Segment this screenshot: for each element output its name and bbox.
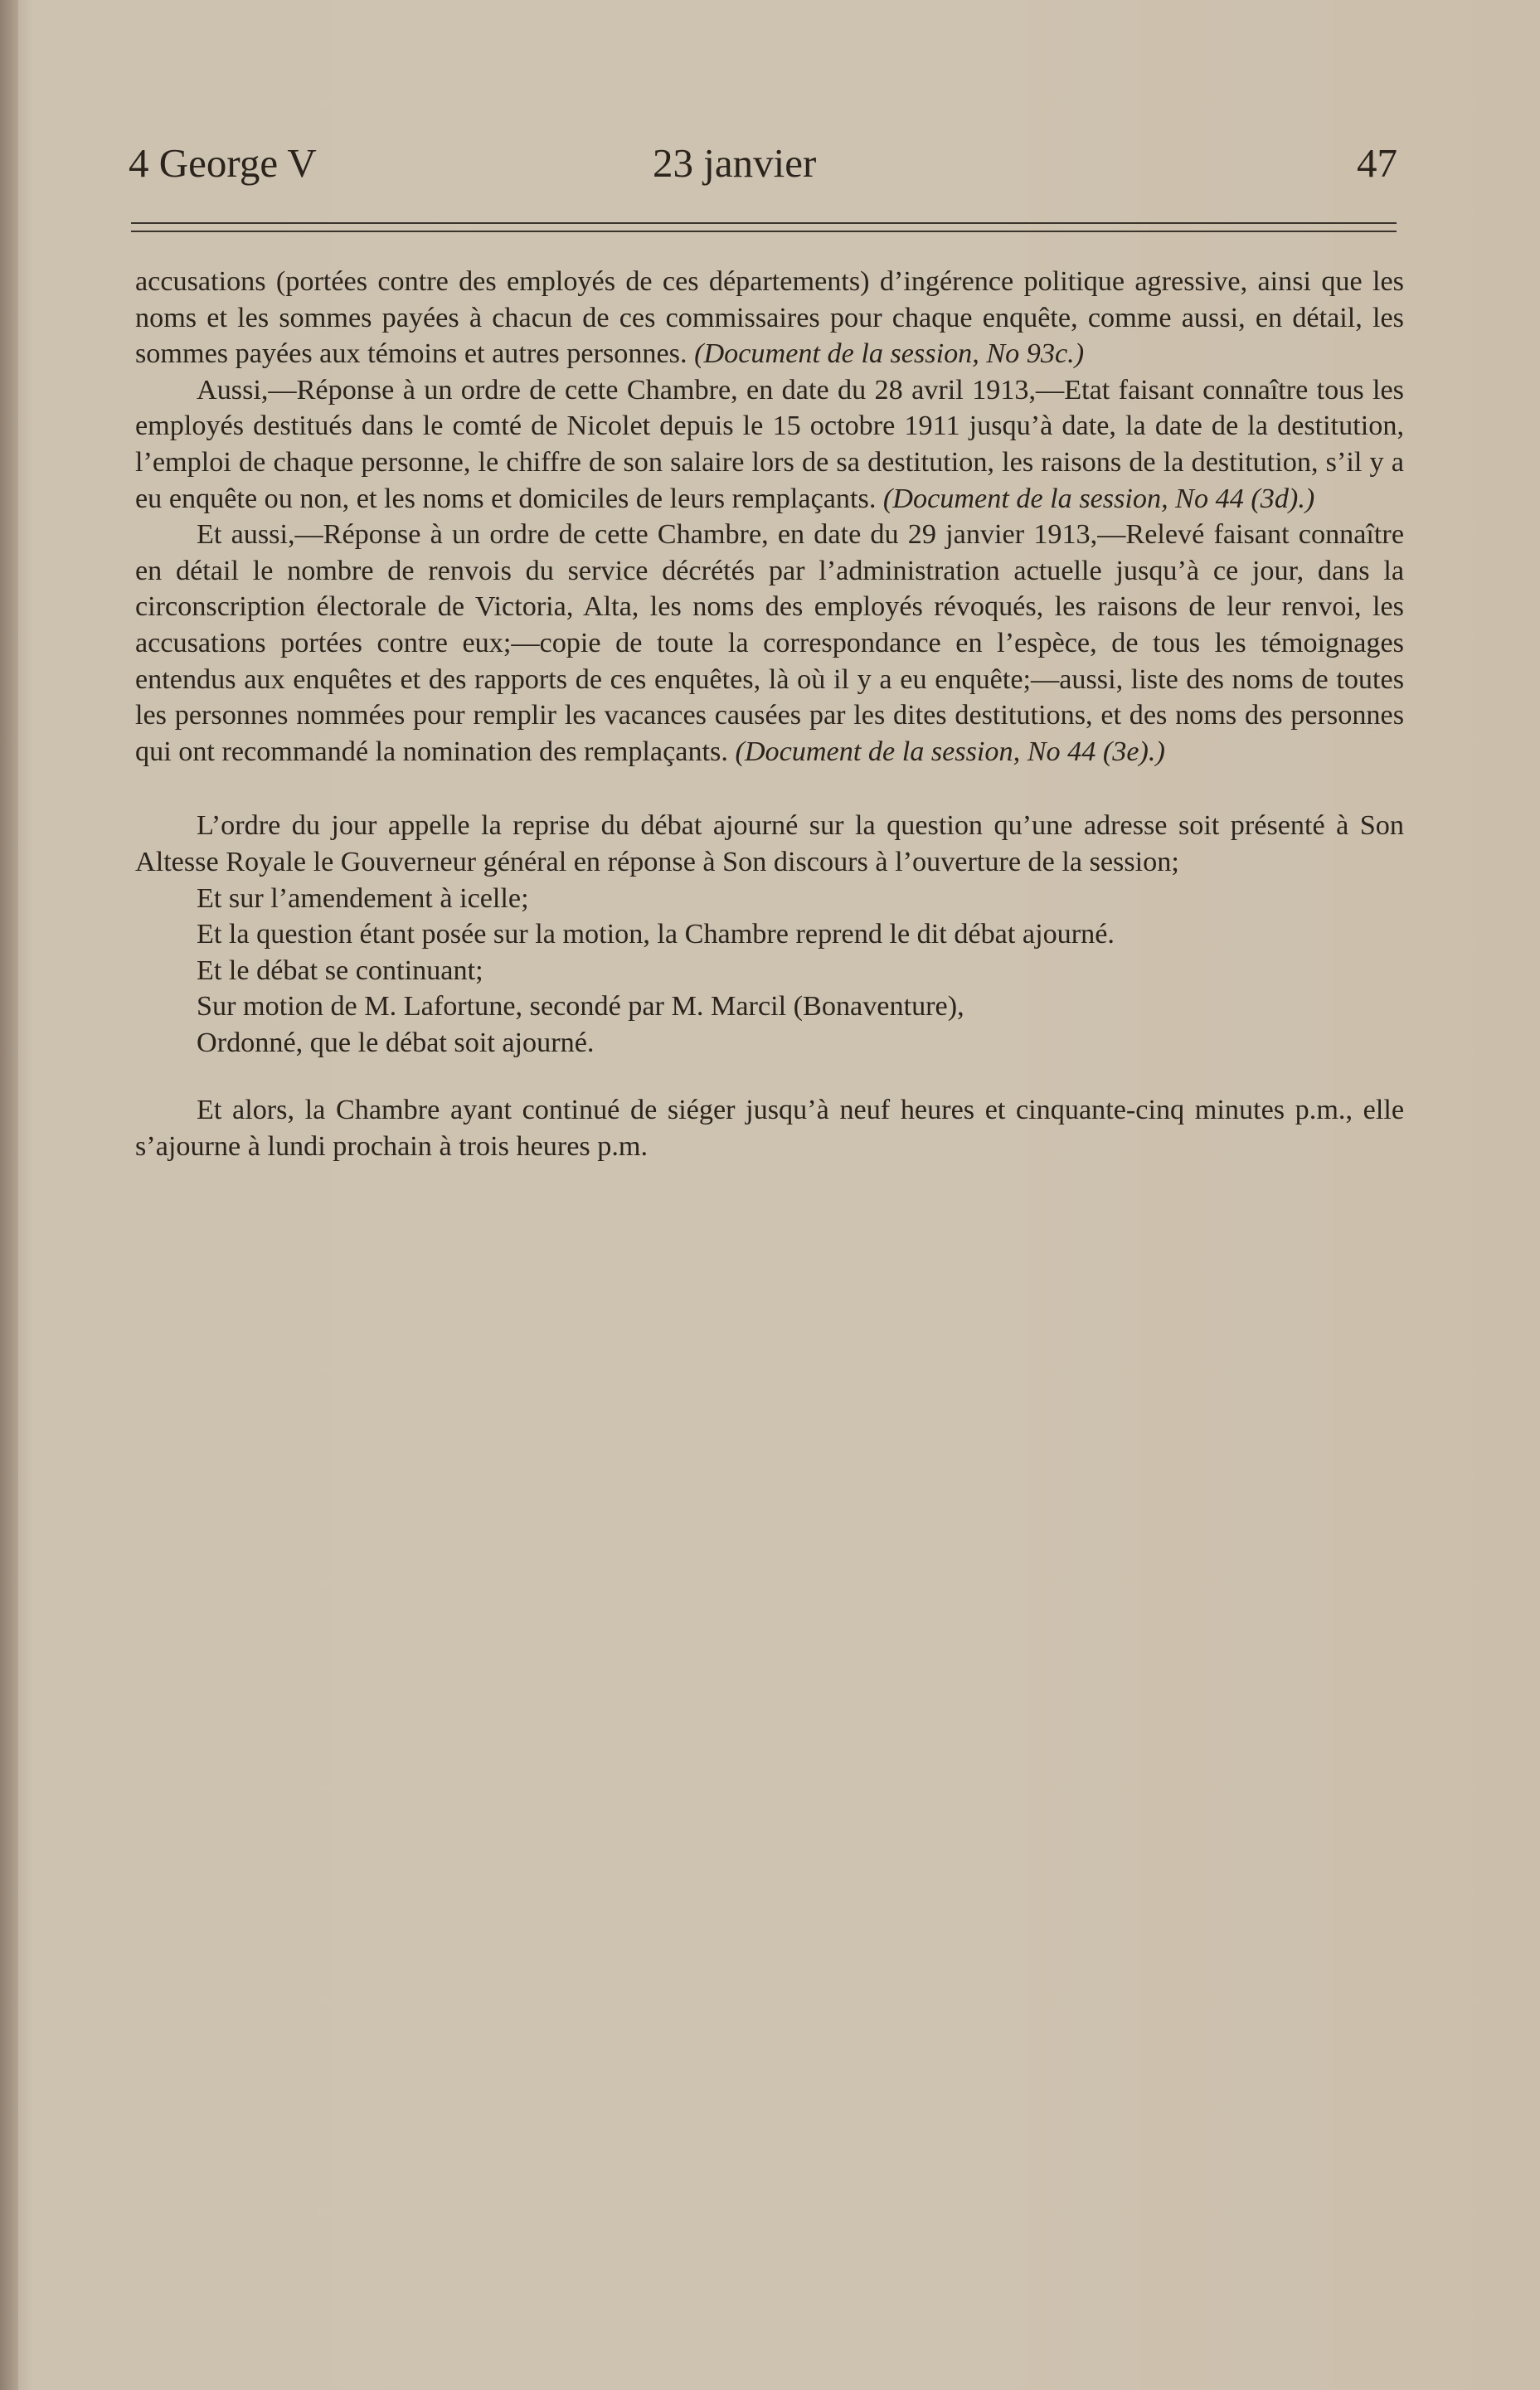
paragraph-text: accusations (portées contre des employés de ces départements) d’ingérence politique agressive, ainsi que les noms et les sommes payées à chacun de ces commissaires pour chaque enquête, comme aussi, en détail, les sommes payées aux témoins et autres personnes. bbox=[135, 266, 1404, 370]
paragraph-accusations bbox=[135, 264, 1404, 372]
paragraph-nicolet bbox=[135, 372, 1404, 517]
header-rule-bottom bbox=[131, 231, 1397, 232]
header-rule-top bbox=[131, 222, 1397, 224]
paragraph-ajournement: Et alors, la Chambre ayant continué de siéger jusqu’à neuf heures et cinquante-cinq minutes p.m., elle s’ajourne à lundi prochain à trois heures p.m. bbox=[135, 1095, 1404, 1163]
paragraph-ordre-du-jour: L’ordre du jour appelle la reprise du débat ajourné sur la question qu’une adresse soit présenté à Son Altesse Royale le Gouverneur général en réponse à Son discours à l’ouverture de la session; bbox=[135, 810, 1404, 877]
header-date: 23 janvier bbox=[653, 140, 817, 186]
paragraph-question: Et la question étant posée sur la motion, la Chambre reprend le dit débat ajourné. bbox=[197, 919, 1115, 950]
document-reference: (Document de la session, No 44 (3e).) bbox=[735, 736, 1165, 767]
page-number: 47 bbox=[1357, 140, 1397, 186]
document-reference: (Document de la session, No 93c.) bbox=[694, 338, 1085, 370]
header-regnal-year: 4 George V bbox=[129, 140, 317, 186]
page-body bbox=[135, 264, 1404, 1165]
paragraph-text: Et aussi,—Réponse à un ordre de cette Chambre, en date du 29 janvier 1913,—Relevé faisant connaître en détail le nombre de renvois du service décrétés par l’administration actuelle jusqu’à ce jour, dans la circonscription électorale de Victoria, Alta, les noms des employés révoqués, les raisons de leur renvoi, les accusations portées contre eux;—copie de toute la correspondance en l’espèce, de tous les témoignages entendus aux enquêtes et des rapports de ces enquêtes, là où il y a eu enquête;—aussi, liste des noms de toutes les personnes nommées pour remplir les vacances causées par les dites destitutions, et des noms des personnes qui ont recommandé la nomination des remplaçants. bbox=[135, 519, 1404, 767]
paragraph-victoria bbox=[135, 517, 1404, 770]
paragraph-debat: Et le débat se continuant; bbox=[197, 955, 483, 986]
paragraph-text: Aussi,—Réponse à un ordre de cette Chambre, en date du 28 avril 1913,—Etat faisant connaître tous les employés destitués dans le comté de Nicolet depuis le 15 octobre 1911 jusqu’à date, la date de la destitution, l’emploi de chaque personne, le chiffre de son salaire lors de sa destitution, les raisons de la destitution, s’il y a eu enquête ou non, et les noms et domiciles de leurs remplaçants. bbox=[135, 374, 1404, 514]
section-gap bbox=[135, 770, 1404, 808]
paragraph-amendement: Et sur l’amendement à icelle; bbox=[197, 882, 529, 914]
section-gap bbox=[135, 1061, 1404, 1092]
paragraph-ordonne: Ordonné, que le débat soit ajourné. bbox=[197, 1027, 595, 1058]
page-header bbox=[129, 133, 1397, 191]
page-binding-edge bbox=[0, 0, 18, 2390]
paragraph-motion: Sur motion de M. Lafortune, secondé par M. Marcil (Bonaventure), bbox=[197, 991, 964, 1023]
document-reference: (Document de la session, No 44 (3d).) bbox=[882, 483, 1315, 514]
